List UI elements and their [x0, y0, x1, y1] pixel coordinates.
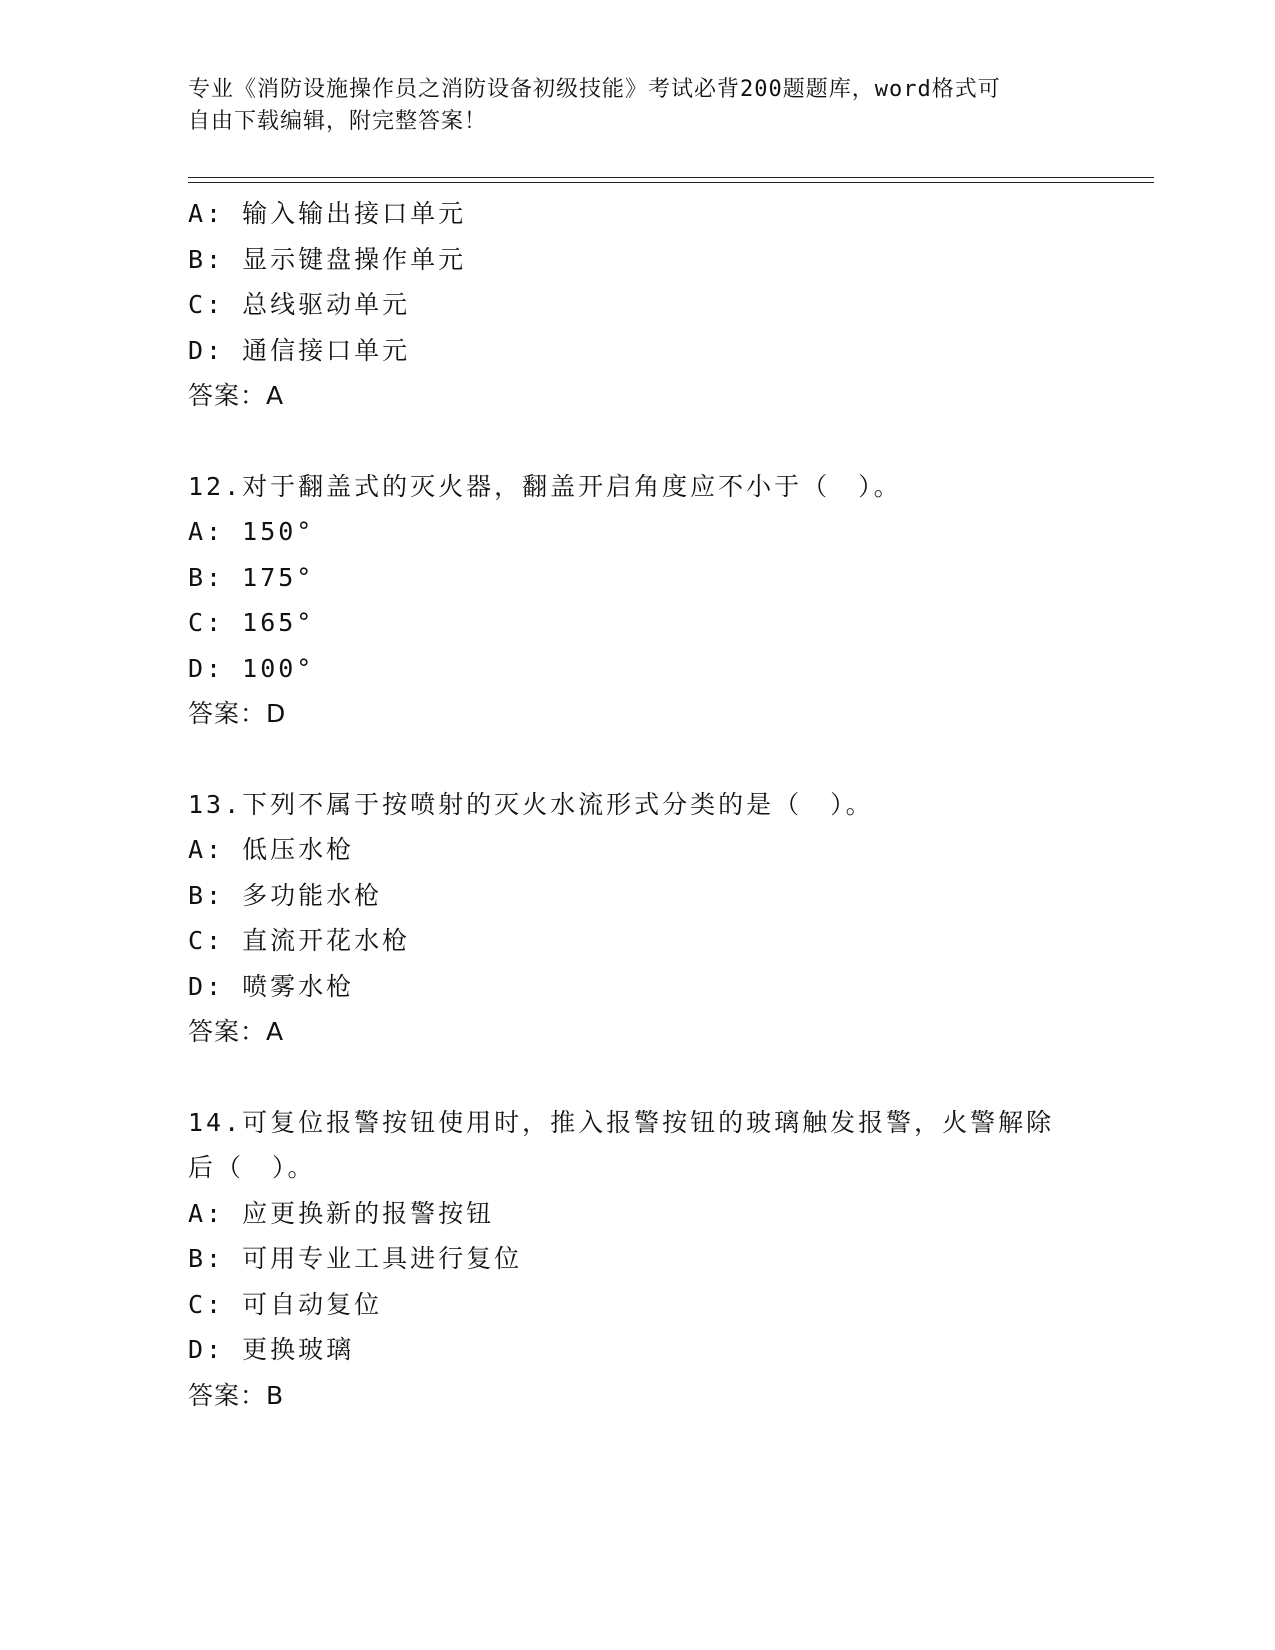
question-text-line-1: 14.可复位报警按钮使用时，推入报警按钮的玻璃触发报警，火警解除 [188, 1107, 1055, 1137]
header-divider-top [188, 177, 1154, 178]
question-13 [188, 782, 1088, 1055]
option-c: C: 总线驱动单元 [188, 290, 411, 319]
option-a: A: 应更换新的报警按钮 [188, 1198, 495, 1228]
option-d: D: 更换玻璃 [188, 1335, 355, 1364]
question-11 [188, 191, 1088, 419]
header-line-2: 自由下载编辑，附完整答案！ [188, 109, 488, 134]
option-b: B: 可用专业工具进行复位 [188, 1244, 523, 1273]
option-c: C: 可自动复位 [188, 1289, 383, 1319]
answer: 答案：B [188, 1380, 285, 1410]
option-a: A: 150° [188, 517, 315, 546]
option-b: B: 多功能水枪 [188, 880, 383, 910]
question-text: 13.下列不属于按喷射的灭火水流形式分类的是（ ）。 [188, 789, 874, 819]
option-d: D: 通信接口单元 [188, 335, 411, 365]
option-b: B: 175° [188, 562, 315, 592]
option-a: A: 低压水枪 [188, 835, 355, 864]
document-header [188, 74, 1068, 138]
question-list [188, 191, 1088, 1418]
header-divider-bottom [188, 182, 1154, 183]
answer: 答案：A [188, 381, 285, 410]
option-d: D: 100° [188, 653, 315, 683]
option-b: B: 显示键盘操作单元 [188, 244, 467, 274]
question-text-line-2: 后（ ）。 [188, 1153, 316, 1182]
option-c: C: 直流开花水枪 [188, 926, 411, 955]
question-12 [188, 464, 1088, 737]
answer: 答案：D [188, 699, 287, 728]
header-line-1: 专业《消防设施操作员之消防设备初级技能》考试必背200题题库，word格式可 [188, 77, 1001, 102]
answer: 答案：A [188, 1017, 285, 1046]
option-a: A: 输入输出接口单元 [188, 199, 467, 228]
option-c: C: 165° [188, 608, 315, 637]
option-d: D: 喷雾水枪 [188, 971, 355, 1001]
question-text: 12.对于翻盖式的灭火器，翻盖开启角度应不小于（ ）。 [188, 471, 902, 501]
question-14 [188, 1100, 1088, 1419]
